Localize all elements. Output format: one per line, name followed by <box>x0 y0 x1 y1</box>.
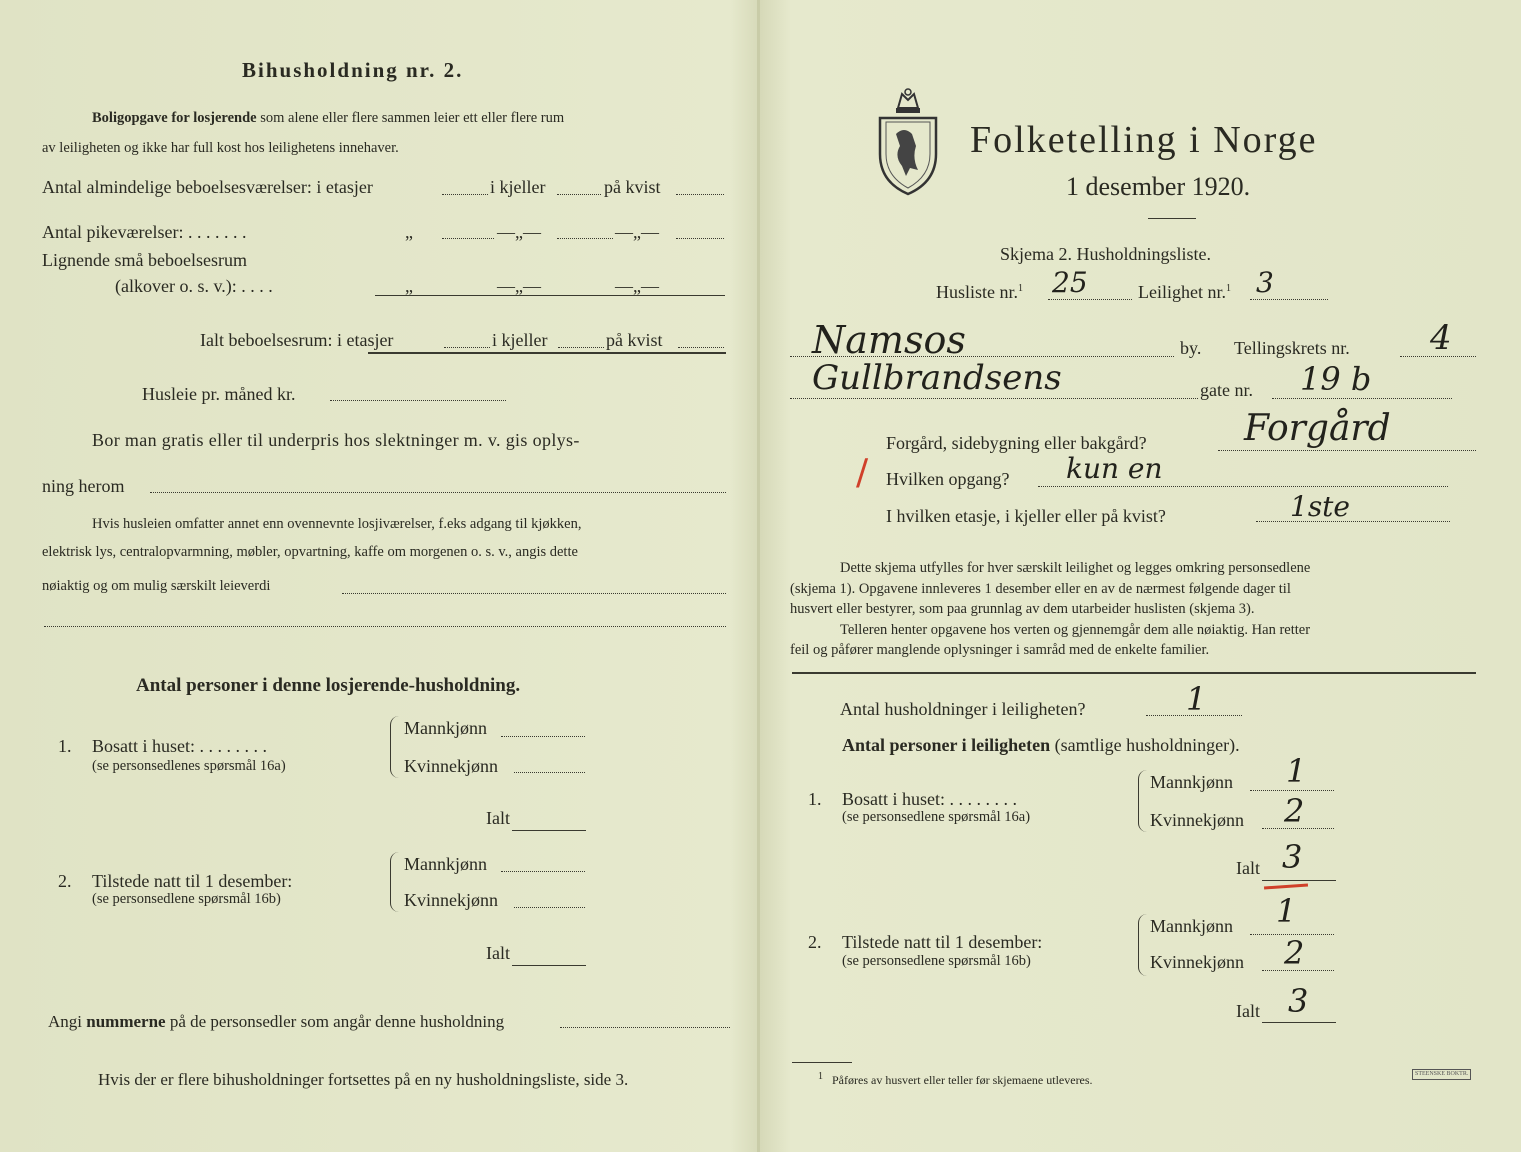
info-p1-l1: Dette skjema utfylles for hver særskilt leilighet og legges omkring personsedlene <box>840 560 1311 576</box>
left-q1-brace <box>390 716 399 778</box>
antal-pers-bold: Antal personer i leiligheten <box>842 735 1051 755</box>
gratis-line-2: ning herom <box>42 476 125 496</box>
left-q1-mann-label: Mannkjønn <box>404 718 487 738</box>
lign-ditto-1: „ <box>405 276 413 296</box>
gratis-field[interactable] <box>150 492 726 493</box>
pike-ditto-1: „ <box>405 222 413 242</box>
rooms-kvist-field[interactable] <box>676 194 724 195</box>
husliste-field <box>1048 299 1132 300</box>
right-q1-label: Bosatt i huset: . . . . . . . . <box>842 789 1017 809</box>
left-intro <box>92 110 564 127</box>
printer-stamp: STEENSKE BOKTR. <box>1412 1069 1471 1080</box>
rooms-kjeller-field[interactable] <box>557 194 601 195</box>
intro-bold: Boligopgave for losjerende <box>92 110 257 126</box>
ialt-kjeller-label: i kjeller <box>492 330 548 350</box>
pike-field-2[interactable] <box>557 238 613 239</box>
pike-ditto-2: —„— <box>497 222 541 242</box>
pike-field-3[interactable] <box>676 238 724 239</box>
footnote-num: 1 <box>818 1071 823 1082</box>
right-q2-label: Tilstede natt til 1 desember: <box>842 932 1043 952</box>
left-antal-heading: Antal personer i denne losjerende-husholdning. <box>136 675 521 696</box>
info-p1-l2: (skjema 1). Opgavene innleveres 1 desember eller en av de nærmest følgende dager til <box>790 581 1291 597</box>
left-q2-ialt-field[interactable] <box>512 965 586 966</box>
etasje-field <box>1256 521 1450 522</box>
etasje-label: I hvilken etasje, i kjeller eller på kvist? <box>886 506 1166 526</box>
right-q2-mann-label: Mannkjønn <box>1150 916 1233 936</box>
left-q1-ialt-field[interactable] <box>512 830 586 831</box>
left-title: Bihusholdning nr. 2. <box>242 58 464 82</box>
rooms-kjeller-label: i kjeller <box>490 177 546 197</box>
hvis-line-2: elektrisk lys, centralopvarmning, møbler, opvartning, kaffe om morgenen o. s. v., angis dette <box>42 544 578 560</box>
antal-hush-label: Antal husholdninger i leiligheten? <box>840 699 1086 719</box>
left-q2-label: Tilstede natt til 1 desember: <box>92 871 293 891</box>
lign-label-1: Lignende små beboelsesrum <box>42 250 247 270</box>
gratis-line-1: Bor man gratis eller til underpris hos slektninger m. v. gis oplys- <box>92 430 580 450</box>
right-q1-mann-value[interactable]: 1 <box>1286 752 1307 790</box>
right-q2-kvinne-value[interactable]: 2 <box>1284 934 1305 972</box>
etasje-value[interactable]: 1ste <box>1290 490 1351 523</box>
right-title: Folketelling i Norge <box>970 119 1318 161</box>
antal-hush-value[interactable]: 1 <box>1186 680 1207 718</box>
norway-coat-of-arms-icon <box>872 86 944 198</box>
pike-field-1[interactable] <box>442 238 494 239</box>
right-q2-mann-value[interactable]: 1 <box>1276 892 1297 930</box>
antal-pers-rest: (samtlige husholdninger). <box>1054 735 1240 755</box>
angi-post: på de personsedler som angår denne husholdning <box>169 1012 505 1031</box>
husliste-text: Husliste nr. <box>936 282 1019 302</box>
right-q2-ialt-label: Ialt <box>1236 1001 1260 1021</box>
lign-ditto-2: —„— <box>497 276 541 296</box>
husliste-sup: 1 <box>1018 283 1024 294</box>
right-q2-ialt-value[interactable]: 3 <box>1288 982 1309 1020</box>
right-q2-kvinne-label: Kvinnekjønn <box>1150 952 1244 972</box>
right-q2-sub: (se personsedlene spørsmål 16b) <box>842 953 1031 969</box>
right-q1-num: 1. <box>808 789 822 809</box>
gate-value[interactable]: 19 b <box>1300 360 1372 398</box>
right-q1-ialt-field <box>1262 880 1336 881</box>
ialt-kvist-label: på kvist <box>606 330 663 350</box>
by-label: by. <box>1180 338 1202 358</box>
left-q2-kvinne-field[interactable] <box>514 907 585 908</box>
right-q2-ialt-field <box>1262 1022 1336 1023</box>
rooms-etasjer-field[interactable] <box>442 194 488 195</box>
rooms-label: Antal almindelige beboelsesværelser: i etasjer <box>42 177 373 197</box>
left-q1-ialt-label: Ialt <box>486 808 510 828</box>
intro-line2: av leiligheten og ikke har full kost hos leilighetens innehaver. <box>42 140 399 156</box>
right-date: 1 desember 1920. <box>1066 172 1251 201</box>
skjema-label: Skjema 2. Husholdningsliste. <box>1000 244 1211 264</box>
ialt-kvist-field[interactable] <box>678 347 724 348</box>
husleie-field[interactable] <box>330 400 506 401</box>
left-q2-brace <box>390 852 399 912</box>
gate-field <box>1272 398 1452 399</box>
antal-pers-line <box>842 735 1240 756</box>
red-pencil-mark: / <box>856 452 869 493</box>
footnote-line <box>818 1071 1093 1088</box>
lign-label-2: (alkover o. s. v.): . . . . <box>115 276 273 296</box>
husliste-label <box>936 282 1023 303</box>
left-q1-mann-field[interactable] <box>501 736 585 737</box>
leilighet-field <box>1250 299 1328 300</box>
angi-pre: Angi <box>48 1012 82 1031</box>
hvis-field-2[interactable] <box>44 626 726 627</box>
right-q1-kvinne-label: Kvinnekjønn <box>1150 810 1244 830</box>
ialt-etasjer-field[interactable] <box>444 347 490 348</box>
info-p1-l3: husvert eller bestyrer, som paa grunnlag av dem utarbeider huslisten (skjema 3). <box>790 601 1255 617</box>
left-q2-ialt-label: Ialt <box>486 943 510 963</box>
red-underline <box>1264 883 1308 889</box>
right-q2-num: 2. <box>808 932 822 952</box>
right-q2-kvinne-field <box>1262 970 1334 971</box>
ialt-kjeller-field[interactable] <box>558 347 604 348</box>
ialt-underline <box>368 352 726 354</box>
city-field <box>790 356 1174 357</box>
opgang-label: Hvilken opgang? <box>886 469 1010 489</box>
street-field <box>790 398 1198 399</box>
pike-ditto-3: —„— <box>615 222 659 242</box>
angi-line <box>48 1012 504 1032</box>
leilighet-label <box>1138 282 1231 303</box>
lign-underline <box>375 295 725 296</box>
lign-ditto-3: —„— <box>615 276 659 296</box>
right-q1-kvinne-value[interactable]: 2 <box>1284 792 1305 830</box>
tellingskrets-label: Tellingskrets nr. <box>1234 338 1350 358</box>
left-q1-num: 1. <box>58 736 72 756</box>
antal-hush-field <box>1146 715 1242 716</box>
city-value[interactable]: Namsos <box>812 318 966 362</box>
hvis-line-1: Hvis husleien omfatter annet enn ovennevnte losjiværelser, f.eks adgang til kjøkken, <box>92 516 582 532</box>
right-q1-ialt-value[interactable]: 3 <box>1282 838 1303 876</box>
opgang-field <box>1038 486 1448 487</box>
rooms-kvist-label: på kvist <box>604 177 661 197</box>
footnote-text: Påføres av husvert eller teller før skjemaene utleveres. <box>832 1073 1093 1087</box>
intro-rest: som alene eller flere sammen leier ett eller flere rum <box>260 110 565 126</box>
left-q2-mann-field[interactable] <box>501 871 585 872</box>
angi-field[interactable] <box>560 1027 730 1028</box>
opgang-value[interactable]: kun en <box>1066 452 1163 485</box>
forgard-value[interactable]: Forgård <box>1244 408 1391 449</box>
left-q2-kvinne-label: Kvinnekjønn <box>404 890 498 910</box>
left-q2-sub: (se personsedlene spørsmål 16b) <box>92 891 281 907</box>
left-q1-kvinne-label: Kvinnekjønn <box>404 756 498 776</box>
street-value[interactable]: Gullbrandsens <box>812 358 1062 398</box>
husleie-label: Husleie pr. måned kr. <box>142 384 296 404</box>
gate-label: gate nr. <box>1200 380 1253 400</box>
right-q1-mann-label: Mannkjønn <box>1150 772 1233 792</box>
forgard-label: Forgård, sidebygning eller bakgård? <box>886 433 1147 453</box>
tellingskrets-value[interactable]: 4 <box>1430 318 1452 358</box>
leilighet-sup: 1 <box>1225 283 1231 294</box>
footnote-rule <box>792 1062 852 1063</box>
left-footer: Hvis der er flere bihusholdninger fortsettes på en ny husholdningsliste, side 3. <box>98 1070 629 1089</box>
page-fold <box>757 0 760 1152</box>
left-q2-mann-label: Mannkjønn <box>404 854 487 874</box>
right-q1-brace <box>1138 770 1147 832</box>
pike-label: Antal pikeværelser: . . . . . . . <box>42 222 247 242</box>
right-q1-mann-field <box>1250 790 1334 791</box>
tellingskrets-field <box>1400 356 1476 357</box>
hvis-line-3: nøiaktig og om mulig særskilt leieverdi <box>42 578 271 594</box>
left-q1-sub: (se personsedlenes spørsmål 16a) <box>92 758 286 774</box>
leilighet-text: Leilighet nr. <box>1138 282 1226 302</box>
info-p2-l1: Telleren henter opgavene hos verten og gjennemgår dem alle nøiaktig. Han retter <box>840 622 1311 638</box>
angi-bold: nummerne <box>86 1012 166 1031</box>
hvis-field[interactable] <box>342 593 726 594</box>
right-q1-sub: (se personsedlene spørsmål 16a) <box>842 809 1031 825</box>
ialt-rum-label: Ialt beboelsesrum: i etasjer <box>200 330 394 350</box>
right-q1-kvinne-field <box>1262 828 1334 829</box>
husliste-value[interactable]: 25 <box>1052 266 1088 299</box>
info-rule <box>792 672 1476 674</box>
left-q2-num: 2. <box>58 871 72 891</box>
right-q2-brace <box>1138 914 1147 976</box>
title-rule <box>1148 218 1196 219</box>
info-p2-l2: feil og påfører manglende oplysninger i samråd med de enkelte familier. <box>790 642 1210 658</box>
right-q1-ialt-label: Ialt <box>1236 858 1260 878</box>
leilighet-value[interactable]: 3 <box>1256 266 1274 299</box>
forgard-field <box>1218 450 1476 451</box>
left-q1-label: Bosatt i huset: . . . . . . . . <box>92 736 267 756</box>
left-q1-kvinne-field[interactable] <box>514 772 585 773</box>
